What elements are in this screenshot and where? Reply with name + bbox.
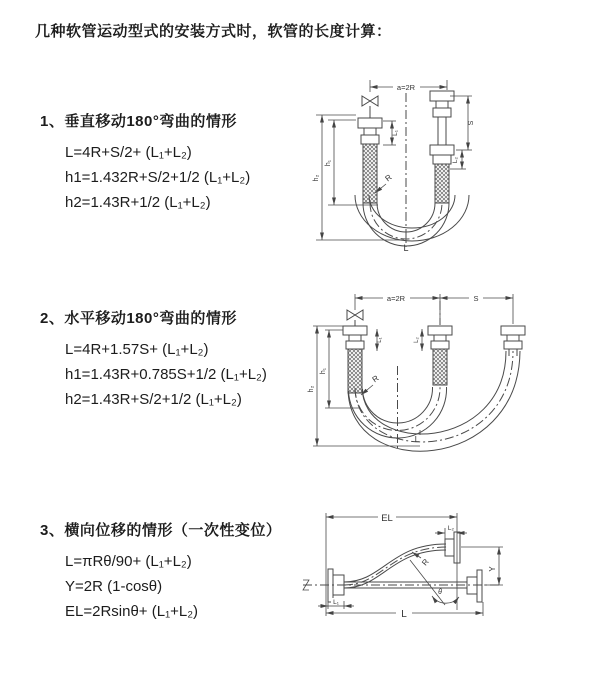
- braided-hose-section: [363, 144, 377, 203]
- section-vertical-movement: [40, 110, 310, 215]
- dim-label-l2: L₂: [414, 337, 420, 343]
- hose-drawing: [303, 532, 501, 602]
- dim-label-h2: h₂: [308, 385, 315, 393]
- dim-label-l1: L₁: [392, 130, 399, 136]
- valve-icon: [362, 96, 378, 106]
- dimension-lines: [316, 80, 472, 241]
- dim-label-l: L: [403, 243, 409, 253]
- valve-icon: [347, 310, 363, 320]
- dim-label-l2: L₂: [447, 525, 455, 532]
- formula-el: EL=2Rsinθ+ (L₁+L₂): [65, 603, 199, 620]
- dim-label-s: S: [473, 294, 479, 303]
- angle-arc: [432, 596, 459, 603]
- section-lateral-displacement: [40, 519, 310, 624]
- section-1-heading: 1、垂直移动180°弯曲的情形: [40, 113, 237, 130]
- middle-flange-fitting: [428, 326, 452, 349]
- formula-h1: h1=1.43R+0.785S+1/2 (L₁+L₂): [65, 366, 267, 383]
- hose-s-curve: [344, 544, 446, 588]
- dim-label-a2r: a=2R: [386, 294, 406, 303]
- formula-h2: h2=1.43R+S/2+1/2 (L₁+L₂): [65, 391, 242, 408]
- formula-length: L=4R+S/2+ (L₁+L₂): [65, 144, 192, 161]
- right-flange-fitting: [430, 91, 454, 164]
- section-2-heading: 2、水平移动180°弯曲的情形: [40, 310, 237, 327]
- left-flange-fitting: [343, 326, 367, 349]
- formula-h1: h1=1.432R+S/2+1/2 (L₁+L₂): [65, 169, 251, 186]
- dim-label-l: L: [401, 609, 407, 620]
- dim-label-h1: h₁: [320, 367, 327, 375]
- braided-hose-section: [435, 164, 449, 203]
- dim-label-a2r: a=2R: [396, 83, 416, 92]
- dim-label-l: L: [414, 435, 420, 444]
- braided-hose-section: [348, 349, 362, 393]
- dim-label-l1: L₁: [333, 599, 339, 606]
- dim-label-r: R: [420, 557, 431, 568]
- formula-length: L=4R+1.57S+ (L₁+L₂): [65, 341, 209, 358]
- braided-hose-section: [433, 349, 447, 385]
- left-flange-fitting: [358, 118, 382, 144]
- displaced-flange: [445, 532, 460, 563]
- diagram-horizontal-movement-180-bend: [300, 281, 595, 456]
- diagram-vertical-movement-180-bend: [300, 63, 595, 258]
- dim-label-y: Y: [488, 566, 497, 572]
- dimension-labels: [308, 293, 483, 444]
- dim-label-r: R: [370, 373, 381, 385]
- section-horizontal-movement: [40, 307, 310, 412]
- dim-label-s: S: [468, 120, 475, 126]
- dim-label-h2: h₂: [313, 174, 320, 182]
- section-3-heading: 3、横向位移的情形（一次性变位）: [40, 522, 282, 539]
- dim-label-r: R: [383, 172, 394, 184]
- dim-label-h1: h₁: [325, 159, 332, 167]
- page-title: 几种软管运动型式的安装方式时，软管的长度计算：: [35, 23, 392, 40]
- formula-y: Y=2R (1-cosθ): [65, 578, 163, 595]
- dim-label-theta: θ: [438, 589, 442, 596]
- formula-length: L=πRθ/90+ (L₁+L₂): [65, 553, 192, 570]
- dimension-lines: [318, 513, 503, 616]
- dim-label-l1: L₁: [377, 337, 383, 343]
- dimension-lines: [313, 294, 513, 446]
- right-flange: [467, 570, 482, 602]
- diagram-lateral-displacement: [298, 502, 600, 647]
- formula-h2: h2=1.43R+1/2 (L₁+L₂): [65, 194, 211, 211]
- dim-label-l2: L₂: [452, 156, 459, 164]
- dim-label-el: EL: [381, 513, 393, 524]
